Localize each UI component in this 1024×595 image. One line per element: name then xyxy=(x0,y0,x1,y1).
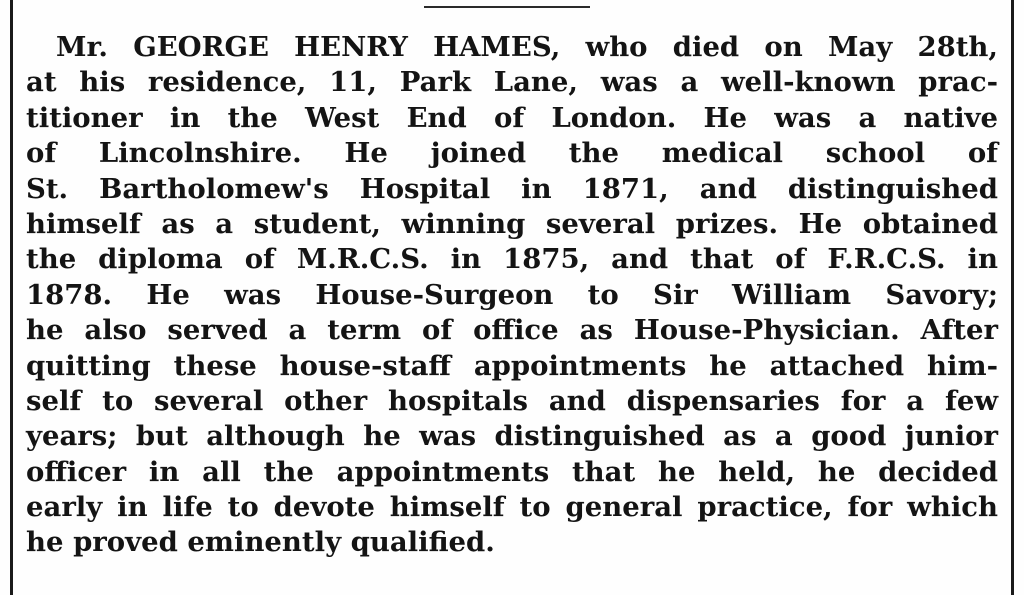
section-divider-rule xyxy=(424,6,590,8)
text-line: Mr. GEORGE HENRY HAMES, who died on May 28th, xyxy=(56,31,998,63)
text-line: officer in all the appointments that he held, he decided xyxy=(26,455,998,488)
text-line: early in life to devote himself to general practice, for which xyxy=(26,491,998,524)
text-line: 1878. He was House-Surgeon to Sir William Savory; xyxy=(26,278,998,311)
text-line: the diploma of M.R.C.S. in 1875, and that of F.R.C.S. in xyxy=(26,243,998,276)
text-line: himself as a student, winning several prizes. He obtained xyxy=(26,207,998,240)
text-line: years; but although he was distinguished as a good junior xyxy=(26,420,998,453)
left-column-rule xyxy=(10,0,13,595)
text-line: he proved eminently qualified. xyxy=(26,526,495,559)
text-line: at his residence, 11, Park Lane, was a well-known prac- xyxy=(26,66,998,99)
obituary-paragraph xyxy=(26,30,998,561)
text-line: titioner in the West End of London. He was a native xyxy=(26,101,998,134)
text-line: he also served a term of office as House-Physician. After xyxy=(26,314,998,347)
right-column-rule xyxy=(1011,0,1014,595)
text-line: of Lincolnshire. He joined the medical school of xyxy=(26,137,998,170)
text-line: quitting these house-staff appointments he attached him- xyxy=(26,349,998,382)
text-line: self to several other hospitals and dispensaries for a few xyxy=(26,384,998,417)
text-line: St. Bartholomew's Hospital in 1871, and distinguished xyxy=(26,172,998,205)
